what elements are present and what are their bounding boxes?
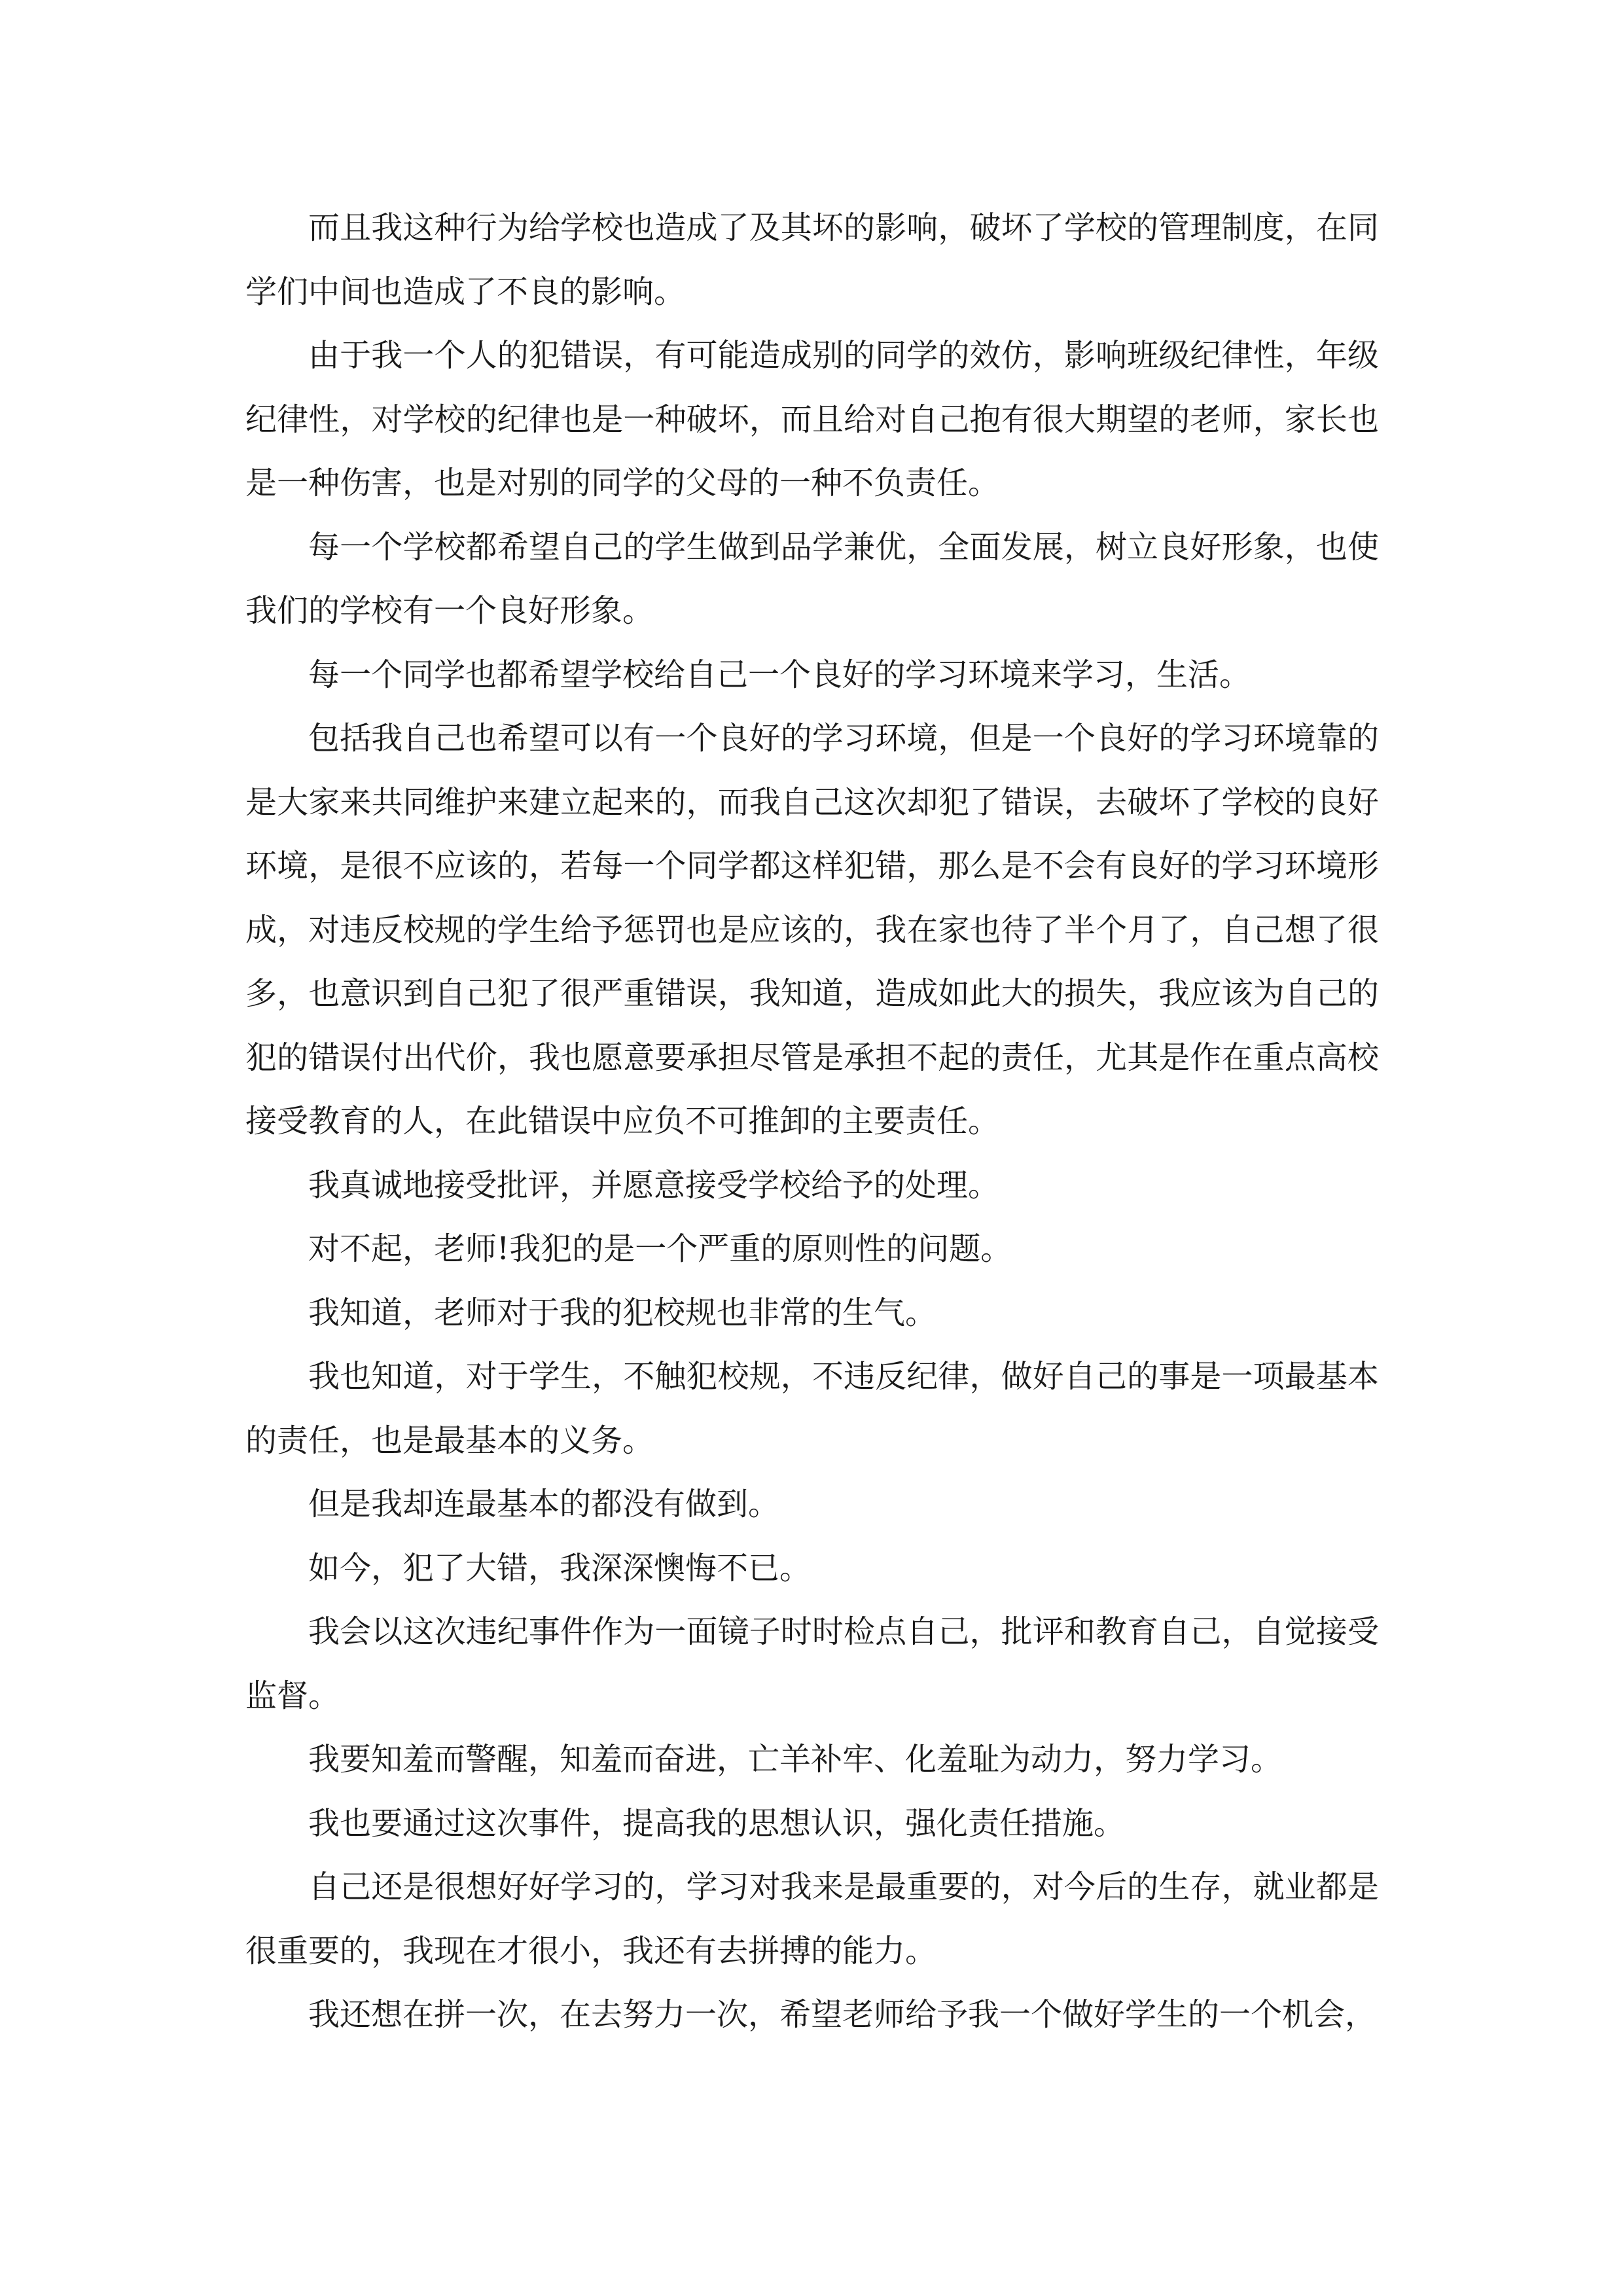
paragraph: 每一个同学也都希望学校给自己一个良好的学习环境来学习，生活。	[308, 656, 1251, 693]
paragraph: 由于我一个人的犯错误，有可能造成别的同学的效仿，影响班级纪律性，年级纪律性，对学校的纪律也是一种破坏，而且给对自己抱有很大期望的老师，家长也是一种伤害，也是对别的同学的父母的一种不负责任。	[245, 337, 1379, 501]
paragraph: 我要知羞而警醒，知羞而奋进，亡羊补牢、化羞耻为动力，努力学习。	[308, 1741, 1283, 1778]
paragraph: 如今，犯了大错，我深深懊悔不已。	[308, 1549, 812, 1587]
paragraph: 而且我这种行为给学校也造成了及其坏的影响，破坏了学校的管理制度，在同学们中间也造成了不良的影响。	[245, 209, 1379, 310]
paragraph: 我还想在拼一次，在去努力一次，希望老师给予我一个做好学生的一个机会，	[308, 1996, 1377, 2033]
paragraph: 包括我自己也希望可以有一个良好的学习环境，但是一个良好的学习环境靠的是大家来共同维护来建立起来的，而我自己这次却犯了错误，去破坏了学校的良好环境，是很不应该的，若每一个同学都这样犯错，那么是不会有良好的学习环境形成，对违反校规的学生给予惩罚也是应该的，我在家也待了半个月了，自己想了很多，也意识到自己犯了很严重错误，我知道，造成如此大的损失，我应该为自己的犯的错误付出代价，我也愿意要承担尽管是承担不起的责任，尤其是作在重点高校接受教育的人，在此错误中应负不可推卸的主要责任。	[245, 720, 1379, 1139]
paragraph: 对不起，老师!我犯的是一个严重的原则性的问题。	[308, 1230, 1012, 1267]
paragraph: 我知道，老师对于我的犯校规也非常的生气。	[308, 1294, 937, 1331]
document-body	[245, 196, 1379, 2047]
paragraph: 我真诚地接受批评，并愿意接受学校给予的处理。	[308, 1166, 1000, 1204]
paragraph: 但是我却连最基本的都没有做到。	[308, 1486, 780, 1522]
paragraph: 我会以这次违纪事件作为一面镜子时时检点自己，批评和教育自己，自觉接受监督。	[245, 1613, 1379, 1714]
paragraph: 每一个学校都希望自己的学生做到品学兼优，全面发展，树立良好形象，也使我们的学校有一个良好形象。	[245, 528, 1379, 629]
paragraph: 自己还是很想好好学习的，学习对我来是最重要的，对今后的生存，就业都是很重要的，我现在才很小，我还有去拼搏的能力。	[245, 1869, 1379, 1969]
paragraph: 我也要通过这次事件，提高我的思想认识，强化责任措施。	[308, 1804, 1126, 1842]
paragraph: 我也知道，对于学生，不触犯校规，不违反纪律，做好自己的事是一项最基本的责任，也是最基本的义务。	[245, 1358, 1379, 1459]
